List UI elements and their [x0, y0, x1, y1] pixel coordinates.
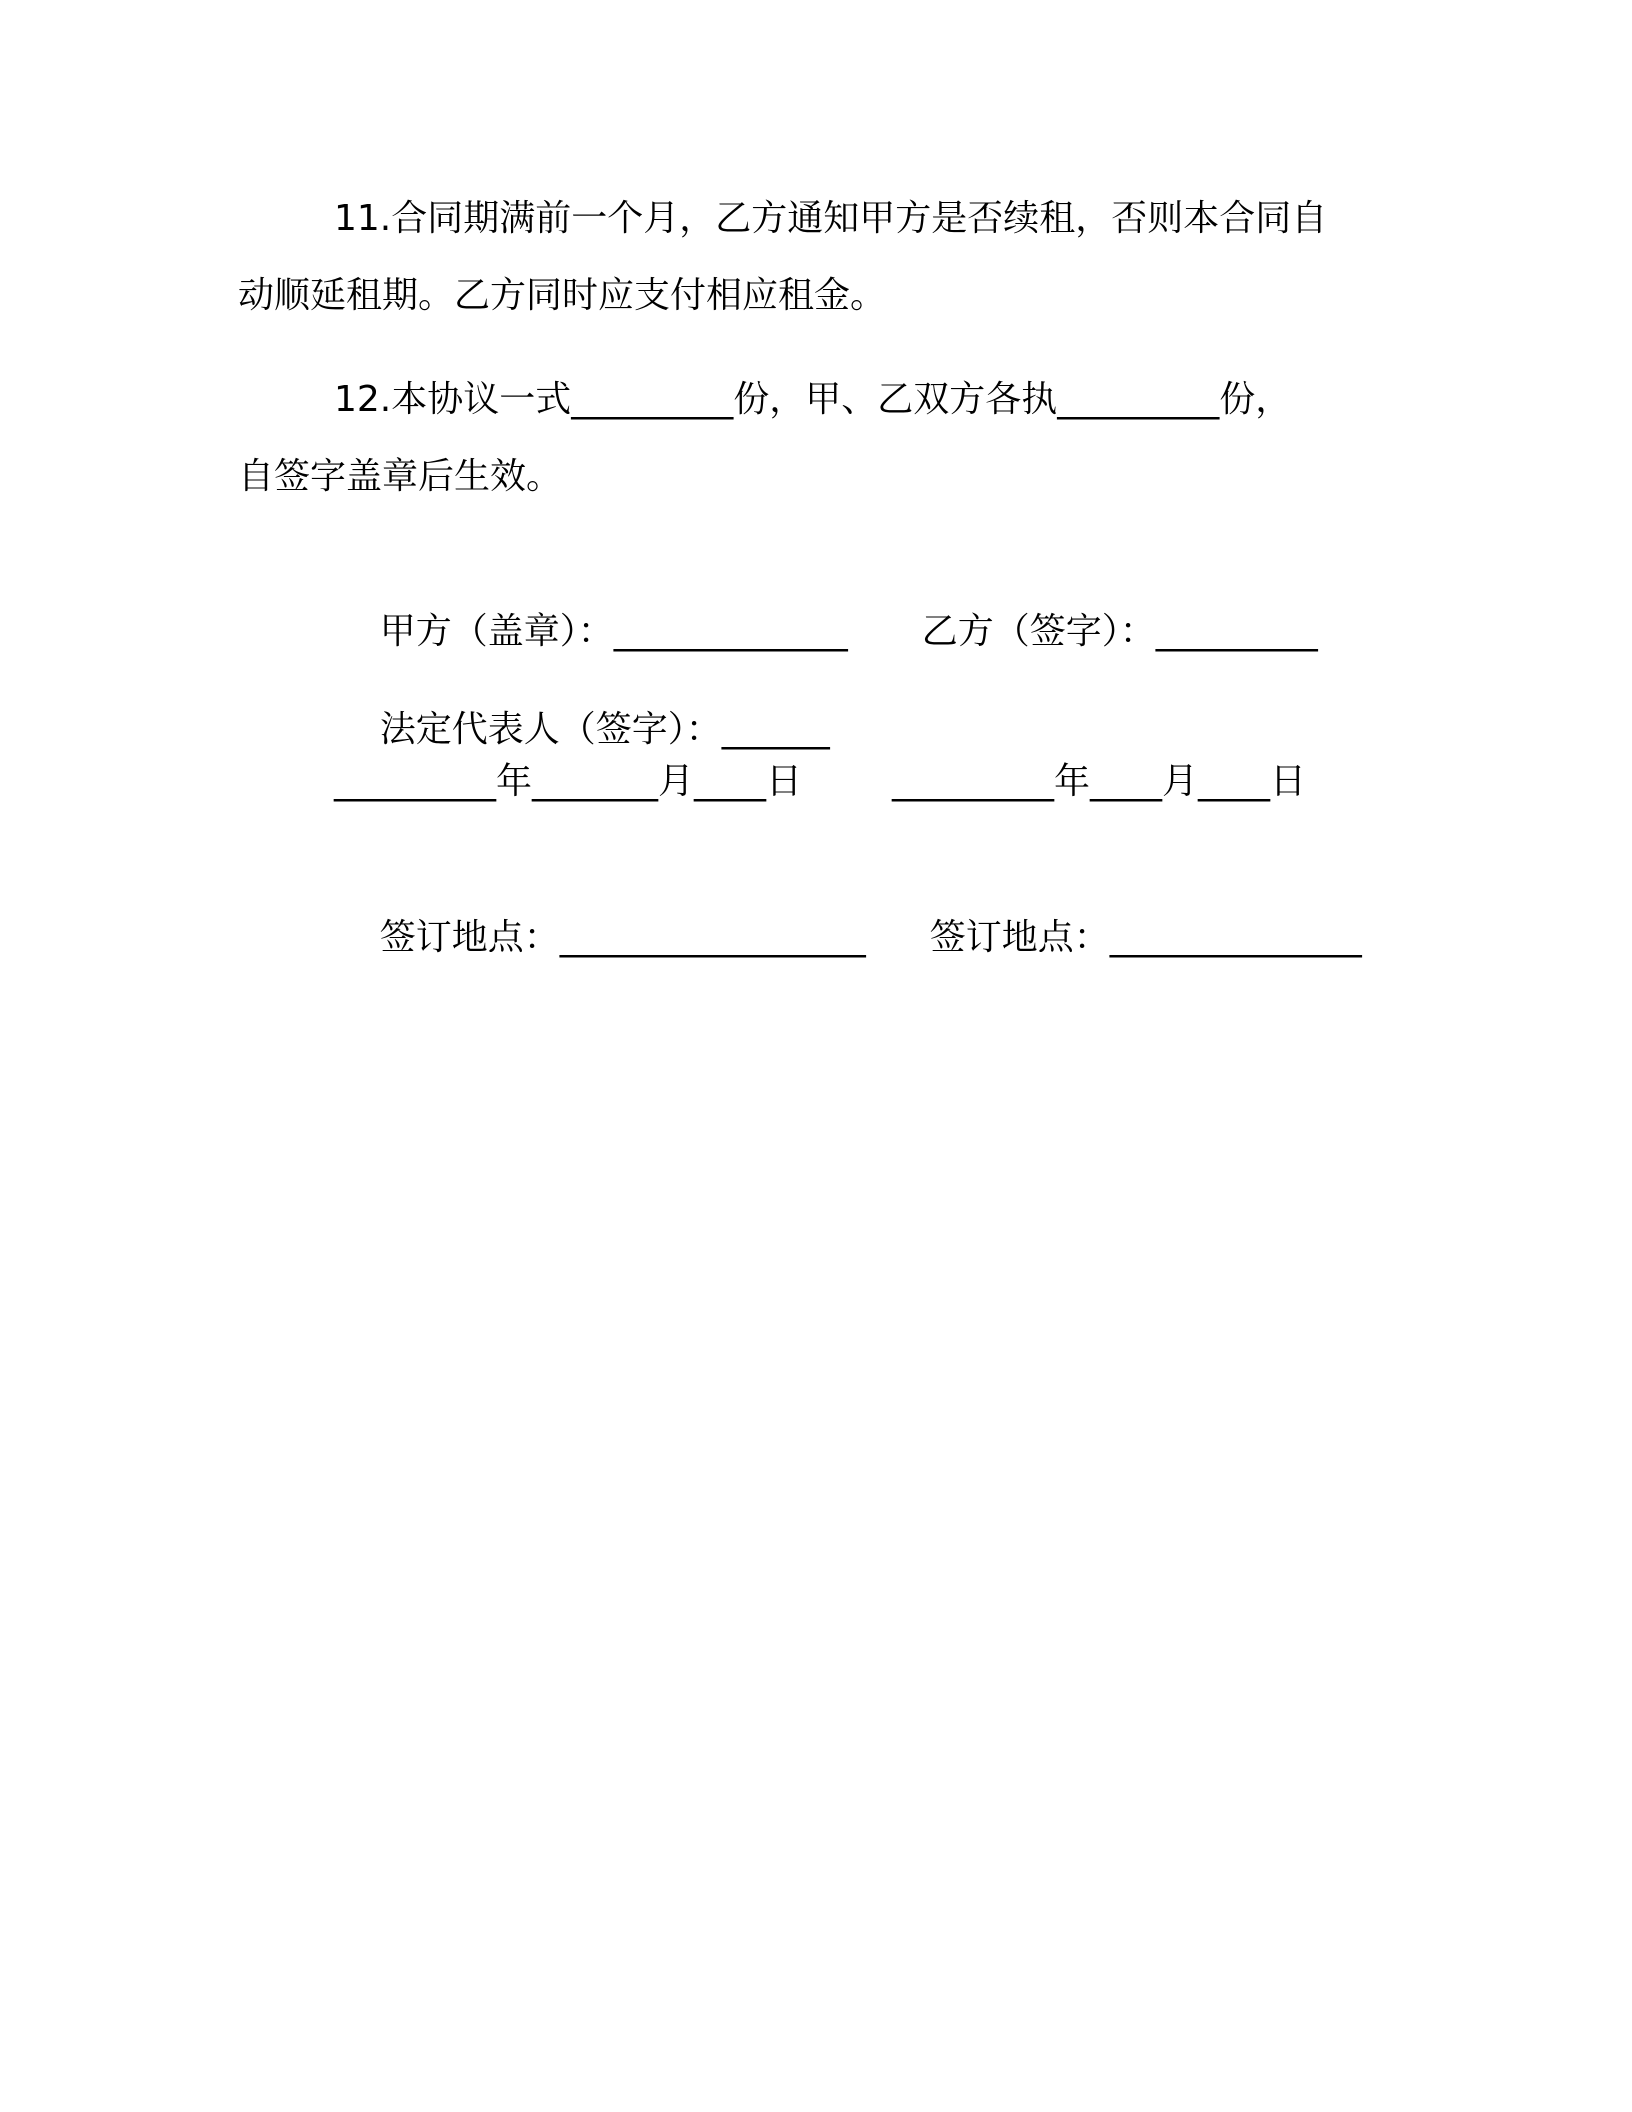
place-a-blank: _________________ — [559, 917, 866, 958]
clause-12-line-1: 12.本协议一式_________份，甲、乙双方各执_________份， — [334, 379, 1292, 420]
legal-rep-blank: ______ — [721, 709, 830, 750]
legal-rep-label: 法定代表人（签字）： — [379, 709, 722, 750]
clause-12-line-2: 自签字盖章后生效。 — [238, 456, 563, 497]
signing-place-a-row — [334, 866, 866, 1010]
date-b: _________年____月____日 — [892, 761, 1306, 802]
party-a-label: 甲方（盖章）： — [379, 611, 614, 652]
signing-place-b-row — [884, 866, 1362, 1010]
date-a: _________年_______月____日 — [334, 761, 802, 802]
clause-11-line-2: 动顺延租期。乙方同时应支付相应租金。 — [238, 275, 887, 316]
place-a-label: 签订地点： — [379, 917, 560, 958]
party-b-signature-row — [876, 560, 1318, 704]
place-b-blank: ______________ — [1109, 917, 1362, 958]
clause-11-line-1: 11.合同期满前一个月，乙方通知甲方是否续租，否则本合同自 — [334, 198, 1328, 239]
party-b-label: 乙方（签字）： — [921, 611, 1156, 652]
place-b-label: 签订地点： — [929, 917, 1110, 958]
party-b-blank: _________ — [1155, 611, 1318, 652]
party-a-blank: _____________ — [613, 611, 848, 652]
